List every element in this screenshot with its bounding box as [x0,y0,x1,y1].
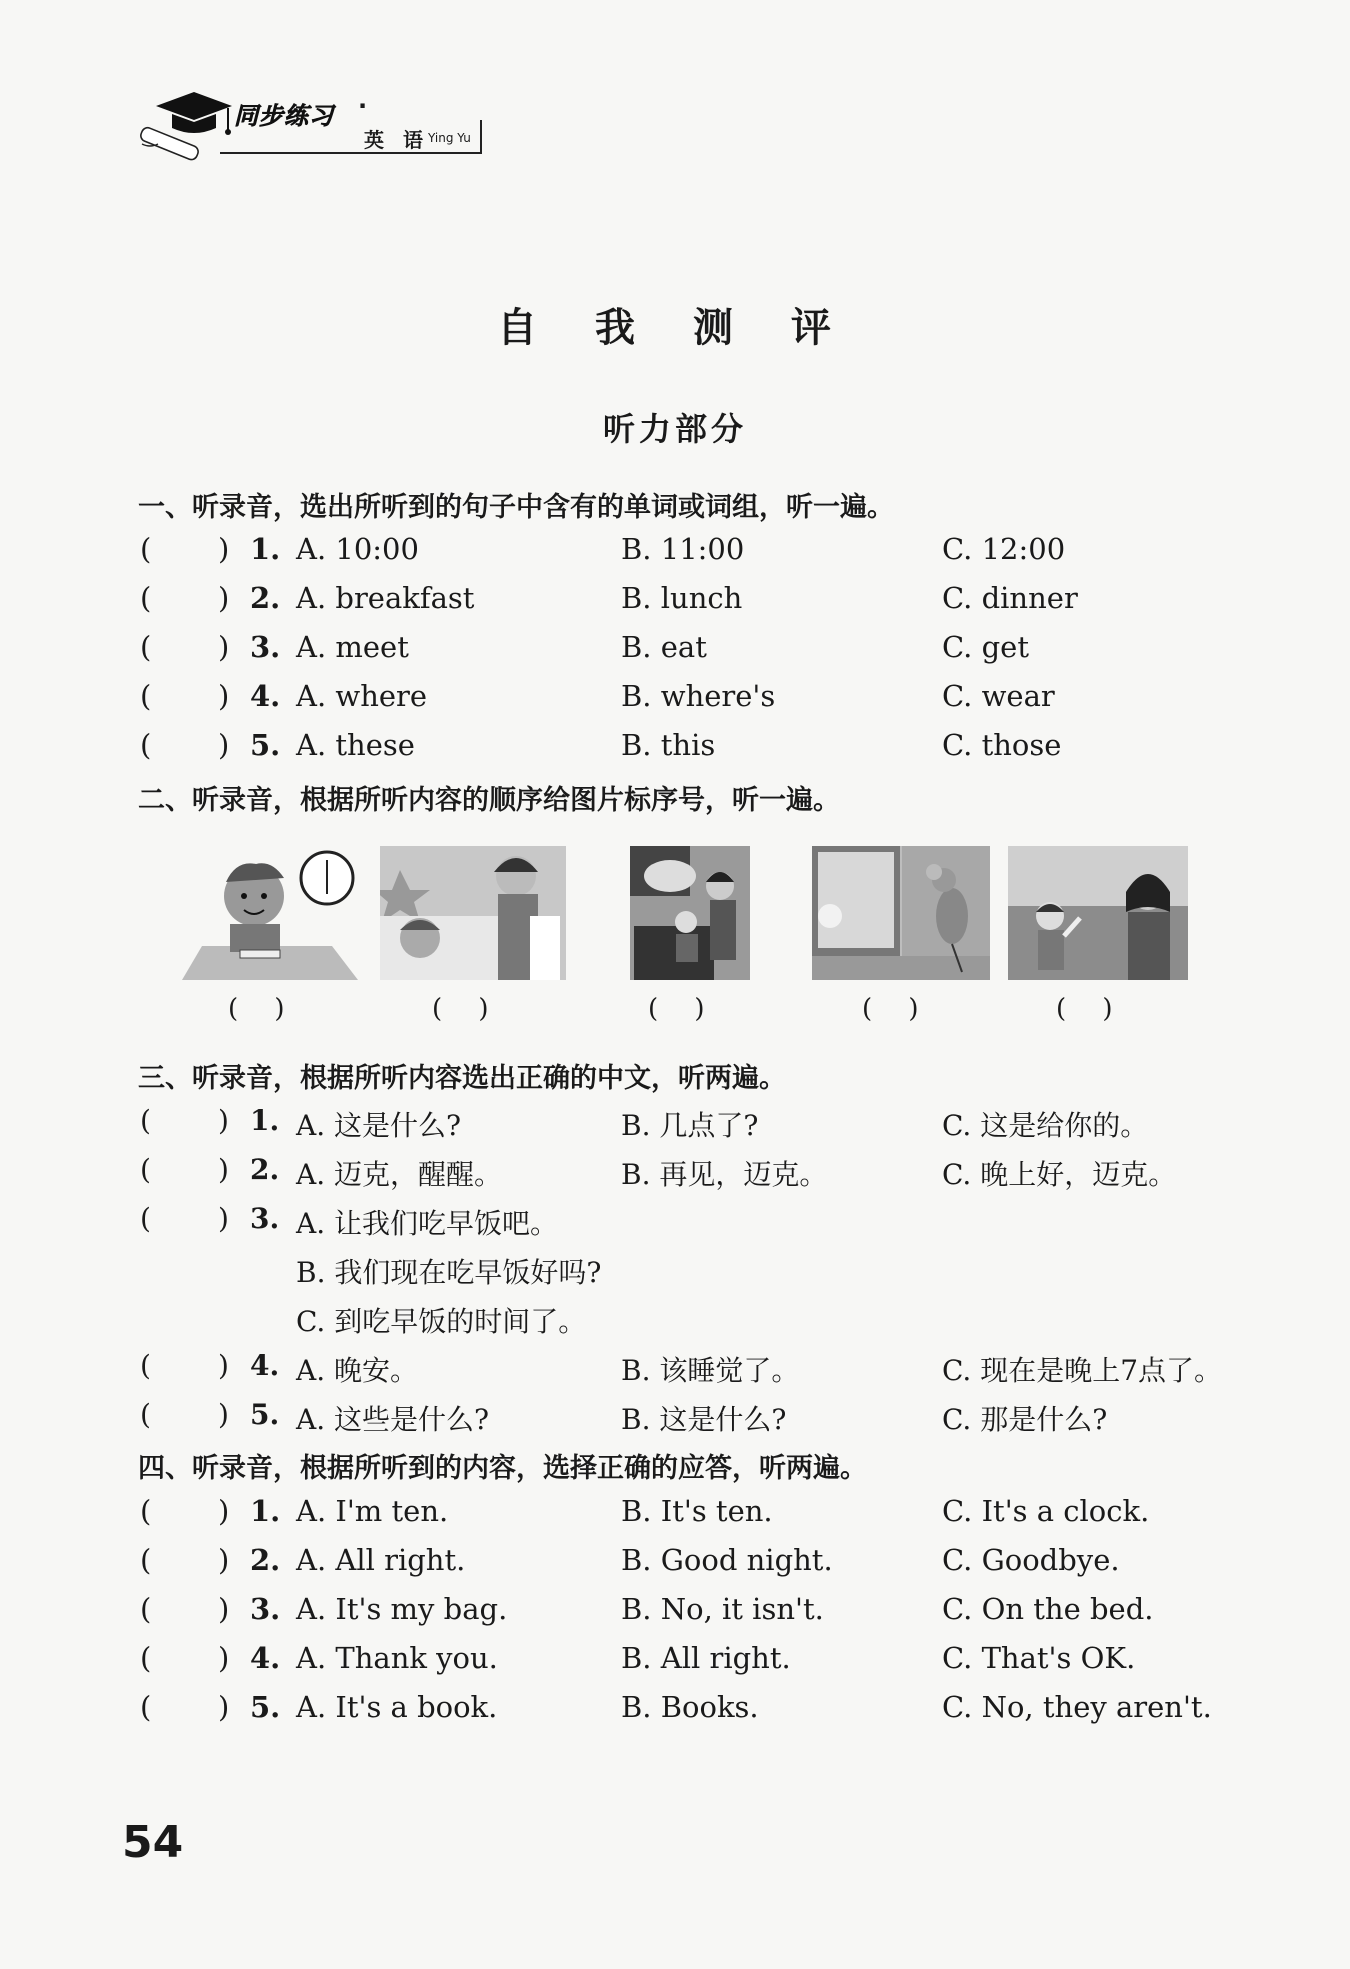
page-header [138,84,498,164]
picture-boy-breakfast [182,846,358,980]
option-c: C. dinner [942,581,1078,615]
picture-answer-blank[interactable]: ( ) [862,994,933,1024]
option-a: A. 晚安。 [296,1354,419,1387]
answer-blank-close: ) [218,630,230,664]
page-title: 自 我 测 评 [497,305,853,351]
header-rule [220,152,482,154]
question-number: 3. [250,1202,280,1235]
question-number: 2. [250,1153,280,1186]
question-row [138,1153,1278,1197]
answer-blank-open[interactable]: ( [140,1202,151,1235]
question-number: 1. [250,532,281,566]
answer-blank-close: ) [218,1494,230,1528]
option-b: B. Books. [621,1690,759,1724]
section-4-heading: 四、听录音，根据所听到的内容，选择正确的应答，听两遍。 [138,1453,867,1484]
answer-blank-open[interactable]: ( [140,581,152,615]
option-b: B. where's [621,679,776,713]
option-b: B. 11:00 [621,532,745,566]
option-b: B. 再见，迈克。 [621,1158,828,1191]
option-b: B. this [621,728,716,762]
question-number: 1. [250,1104,280,1137]
answer-blank-open[interactable]: ( [140,630,152,664]
option-a: A. 这是什么? [296,1109,462,1142]
section-1-heading: 一、听录音，选出所听到的句子中含有的单词或词组，听一遍。 [138,492,894,523]
option-a: A. 10:00 [296,532,419,566]
option-a: A. where [296,679,428,713]
picture-answer-blank[interactable]: ( ) [1056,994,1127,1024]
option-a: A. meet [296,630,409,664]
option-b: B. All right. [621,1641,791,1675]
option-a: A. It's my bag. [296,1592,508,1626]
header-dot: · [358,92,368,120]
answer-blank-close: ) [218,728,230,762]
option-a: A. 迈克，醒醒。 [296,1158,503,1191]
answer-blank-close: ) [218,1641,230,1675]
question-row-continued [138,1251,1278,1295]
option-c: C. It's a clock. [942,1494,1150,1528]
option-b: B. 这是什么? [621,1403,787,1436]
question-row [138,679,1278,723]
answer-blank-open[interactable]: ( [140,1690,152,1724]
option-b: B. 我们现在吃早饭好吗? [296,1256,602,1289]
answer-blank-open[interactable]: ( [140,1104,151,1137]
option-c: C. Goodbye. [942,1543,1120,1577]
option-b: B. It's ten. [621,1494,773,1528]
question-row [138,1202,1278,1246]
question-number: 4. [250,1641,281,1675]
option-c: C. 现在是晚上7点了。 [942,1354,1223,1387]
option-a: A. I'm ten. [296,1494,449,1528]
question-row [138,1690,1278,1734]
picture-answer-blank[interactable]: ( ) [432,994,503,1024]
answer-blank-open[interactable]: ( [140,1398,151,1431]
option-c: C. 到吃早饭的时间了。 [296,1305,587,1338]
answer-blank-close: ) [218,1349,229,1382]
series-title: 同步练习 [234,102,334,130]
option-c: C. On the bed. [942,1592,1154,1626]
option-a: A. these [296,728,415,762]
option-b: B. No, it isn't. [621,1592,824,1626]
question-number: 1. [250,1494,281,1528]
question-row-continued [138,1300,1278,1344]
option-a: A. 让我们吃早饭吧。 [296,1207,559,1240]
answer-blank-open[interactable]: ( [140,679,152,713]
question-row [138,1543,1278,1587]
question-row [138,1494,1278,1538]
answer-blank-close: ) [218,679,230,713]
answer-blank-close: ) [218,1543,230,1577]
question-number: 5. [250,1690,281,1724]
option-c: C. 那是什么? [942,1403,1108,1436]
picture-mother-and-child-sofa [630,846,750,980]
option-a: A. Thank you. [296,1641,498,1675]
header-rule-vertical [480,120,482,154]
option-a: A. breakfast [296,581,475,615]
subject-label: 英 语 [364,128,429,152]
section-3-heading: 三、听录音，根据所听内容选出正确的中文，听两遍。 [138,1063,786,1094]
question-number: 2. [250,581,281,615]
option-b: B. Good night. [621,1543,833,1577]
option-b: B. eat [621,630,707,664]
answer-blank-open[interactable]: ( [140,1641,152,1675]
answer-blank-open[interactable]: ( [140,1543,152,1577]
page-number: 54 [122,1817,184,1868]
question-row [138,1592,1278,1636]
option-b: B. 几点了? [621,1109,759,1142]
answer-blank-close: ) [218,1592,230,1626]
picture-mother-waking-boy [380,846,566,980]
answer-blank-open[interactable]: ( [140,1349,151,1382]
answer-blank-close: ) [218,1153,229,1186]
picture-row [0,846,1350,1026]
option-c: C. wear [942,679,1055,713]
option-a: A. It's a book. [296,1690,498,1724]
picture-mouse-in-room [812,846,990,980]
question-row [138,630,1278,674]
question-number: 2. [250,1543,281,1577]
answer-blank-open[interactable]: ( [140,728,152,762]
option-c: C. those [942,728,1062,762]
picture-boy-greeting-woman [1008,846,1188,980]
answer-blank-open[interactable]: ( [140,1494,152,1528]
section-2-heading: 二、听录音，根据所听内容的顺序给图片标序号，听一遍。 [138,785,840,816]
question-row [138,1641,1278,1685]
answer-blank-close: ) [218,532,230,566]
question-row [138,728,1278,772]
subject-pinyin: Ying Yu [428,131,471,145]
option-c: C. That's OK. [942,1641,1136,1675]
option-b: B. 该睡觉了。 [621,1354,800,1387]
option-b: B. lunch [621,581,743,615]
picture-answer-blank[interactable]: ( ) [228,994,299,1024]
question-number: 4. [250,679,281,713]
question-row [138,1398,1278,1442]
section-subtitle: 听力部分 [602,410,747,448]
option-c: C. 12:00 [942,532,1066,566]
question-number: 5. [250,728,281,762]
question-number: 3. [250,630,281,664]
answer-blank-close: ) [218,1690,230,1724]
picture-answer-blank[interactable]: ( ) [648,994,719,1024]
question-number: 4. [250,1349,280,1382]
question-row [138,1104,1278,1148]
answer-blank-close: ) [218,581,230,615]
option-c: C. 这是给你的。 [942,1109,1149,1142]
option-c: C. 晚上好，迈克。 [942,1158,1177,1191]
answer-blank-close: ) [218,1104,229,1137]
option-c: C. get [942,630,1029,664]
question-row [138,581,1278,625]
option-a: A. All right. [296,1543,466,1577]
question-row [138,532,1278,576]
option-c: C. No, they aren't. [942,1690,1212,1724]
answer-blank-open[interactable]: ( [140,1592,152,1626]
answer-blank-close: ) [218,1398,229,1431]
answer-blank-open[interactable]: ( [140,532,152,566]
answer-blank-close: ) [218,1202,229,1235]
question-number: 3. [250,1592,281,1626]
option-a: A. 这些是什么? [296,1403,490,1436]
question-row [138,1349,1278,1393]
answer-blank-open[interactable]: ( [140,1153,151,1186]
question-number: 5. [250,1398,280,1431]
